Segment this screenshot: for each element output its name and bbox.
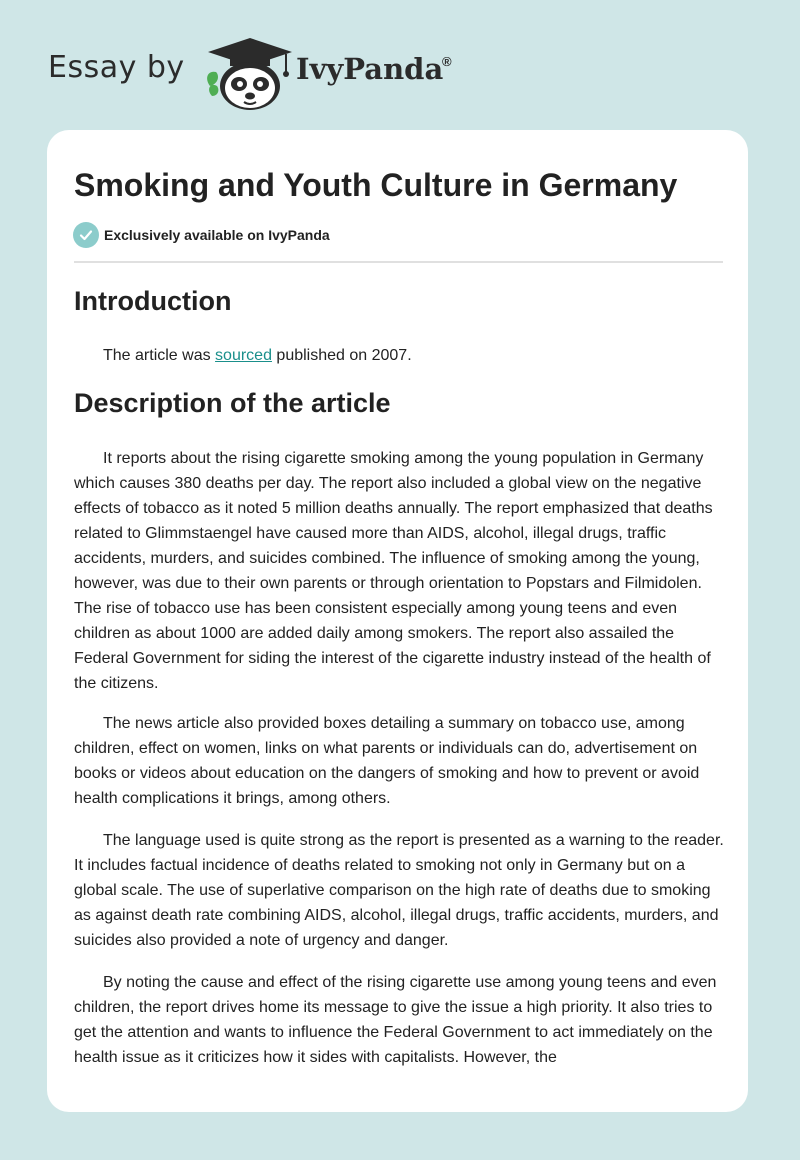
site-header <box>0 0 800 130</box>
body-paragraph-2: The news article also provided boxes detailing a summary on tobacco use, among children, effect on women, links on what parents or individuals can do, advertisement on books or videos about education on the dangers of smoking and how to prevent or avoid health complications it brings, among others. <box>74 715 700 807</box>
check-icon <box>73 222 99 248</box>
body-paragraph-4: By noting the cause and effect of the rising cigarette use among young teens and even children, the report drives home its message to give the issue a high priority. It also tries to get the attention and wants to influence the Federal Government to act immediately on the health issue as it criticizes how it sides with capitalists. However, the <box>74 974 717 1066</box>
brand-prefix: Essay by <box>48 50 185 85</box>
intro-paragraph <box>74 343 726 368</box>
body-paragraph-3: The language used is quite strong as the report is presented as a warning to the reader. It includes factual incidence of deaths related to smoking not only in Germany but on a global scale. The use of superlative comparison on the high rate of deaths due to smoking as against death rate combining AIDS, alcohol, illegal drugs, traffic accidents, murders, and suicides also provided a note of urgency and danger. <box>74 832 724 949</box>
intro-text-before: The article was <box>103 347 216 364</box>
page-title: Smoking and Youth Culture in Germany <box>74 167 678 203</box>
exclusive-badge <box>73 221 330 249</box>
heading-description: Description of the article <box>74 388 391 418</box>
body-paragraph-1: It reports about the rising cigarette smoking among the young population in Germany which causes 380 deaths per day. The report also included a global view on the negative effects of tobacco as it noted 5 million deaths annually. The report emphasized that deaths related to Glimmstaengel have caused more than AIDS, alcohol, illegal drugs, traffic accidents, murders, and suicides combined. The influence of smoking among the young, however, was due to their own parents or through orientation to Popstars and Filmidolen. The rise of tobacco use has been consistent especially among young teens and even children as about 1000 are added daily among smokers. The report also assailed the Federal Government for siding the interest of the cigarette industry instead of the health of the citizens. <box>74 450 713 692</box>
sourced-link[interactable]: sourced <box>215 347 272 364</box>
brand-name[interactable]: IvyPanda <box>296 52 444 86</box>
divider <box>74 261 723 263</box>
panda-graduate-logo-icon[interactable] <box>200 34 292 112</box>
intro-text-after: published on 2007. <box>271 347 412 364</box>
heading-introduction: Introduction <box>74 286 232 316</box>
essay-card <box>47 130 748 1112</box>
badge-text: Exclusively available on IvyPanda <box>104 227 330 243</box>
registered-mark: ® <box>442 54 452 69</box>
